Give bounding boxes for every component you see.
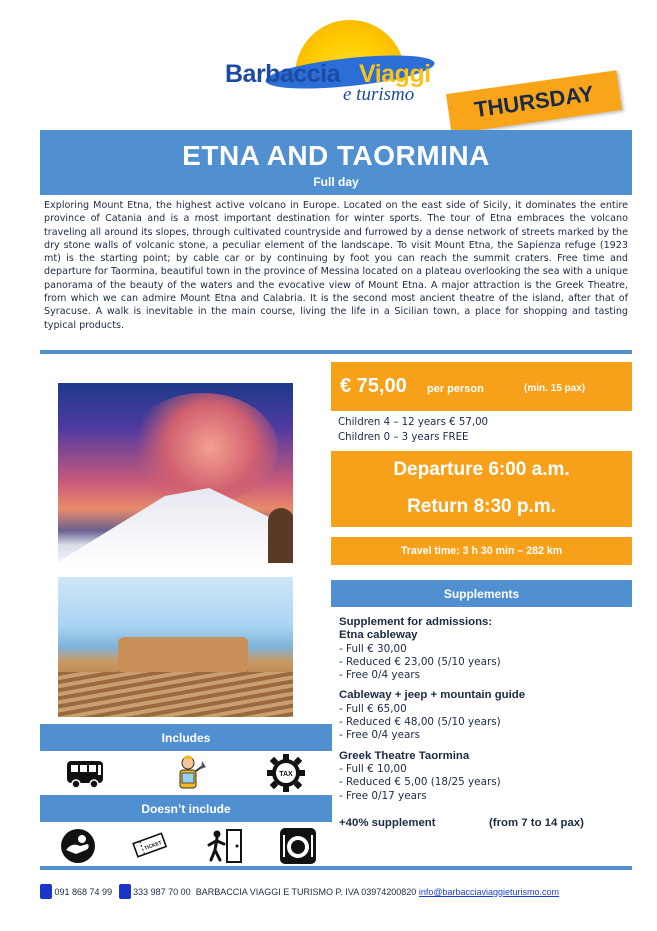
tip-icon [58,826,98,866]
exit-icon [205,826,245,866]
supplement-item: - Full € 65,00 [339,702,407,715]
greek-theatre-photo [58,577,293,717]
svg-text:TICKET: TICKET [143,840,163,852]
supplement-item: - Reduced € 48,00 (5/10 years) [339,716,501,729]
extra-supplement: +40% supplement [339,817,436,829]
footer-phone: 091 868 74 99 [54,887,113,897]
children-price: Children 4 – 12 years € 57,00 [338,417,489,428]
supplement-item: - Free 0/4 years [339,669,421,682]
supplement-item: - Reduced € 5,00 (18/25 years) [339,776,501,789]
supplement-group-title: Greek Theatre Taormina [339,749,470,762]
supplement-item: - Free 0/4 years [339,729,421,742]
logo-brand-part2: Viaggi [359,60,431,88]
includes-header: Includes [40,724,332,751]
company-logo [225,18,440,110]
price-amount: € 75,00 [340,375,407,397]
page-subtitle: Full day [313,175,359,189]
etna-photo [58,383,293,563]
travel-time: Travel time: 3 h 30 min – 282 km [331,537,632,565]
supplements-intro: Supplement for admissions: [339,616,493,628]
tour-description: Exploring Mount Etna, the highest active volcano in Europe. Located on the east side of Sicily, it dominates the entire province of Catania and is a most important destination for winter sports. The tour of Etna embraces the volcano traveling all around its slopes, through cultivated countryside and furrowed by a dense network of streets marked by the dry stone walls of volcanic stone, a peculiar element of the landscape. To visit Mount Etna, the Sapienza refuge (1923 mt) is the starting point; by cable car or by continuing by foot you can reach the summit craters. Free time and departure for Taormina, beautiful town in the province of Messina located on a plateau overlooking the sea with a unique panorama of the beauty of the waters and the evocative view of Mount Etna. A major attraction is the Greek Theatre, from which we can admire Mount Etna and Calabria. It is the second most ancient theatre of the island, after that of Syracuse. A walk is inevitable in the main course, living the life in a Sicilian town, a place for shopping and tasting typical products. [44,200,628,331]
departure-time: Departure 6:00 a.m. [393,459,570,480]
supplement-item: - Full € 30,00 [339,642,407,655]
supplements-list [339,616,525,803]
logo-subtitle: e turismo [343,84,415,105]
divider-bottom [40,866,632,870]
supplement-group-title: Cableway + jeep + mountain guide [339,689,526,702]
title-band [40,130,632,195]
includes-icons [40,753,332,797]
divider-top [40,350,632,354]
mobile-icon [119,884,131,899]
guide-icon [168,753,208,793]
price-per-person: per person [427,383,484,395]
supplement-item: - Full € 10,00 [339,762,407,775]
phone-icon [40,884,52,899]
price-box [331,362,632,411]
logo-brand-part1: Barbaccia [225,60,341,88]
supplement-item: - Reduced € 23,00 (5/10 years) [339,655,501,668]
schedule-box [331,451,632,527]
footer-email[interactable]: info@barbacciaviaggieturismo.com [418,887,560,897]
footer [40,884,640,902]
page-title: ETNA AND TAORMINA [182,140,490,171]
supplements-header: Supplements [331,580,632,607]
supplement-group-title: Etna cableway [339,629,418,642]
extra-supplement-range: (from 7 to 14 pax) [489,817,584,829]
bus-icon [65,753,105,793]
excludes-icons [40,826,332,870]
footer-mobile: 333 987 70 00 [133,887,191,897]
supplement-item: - Free 0/17 years [339,789,427,802]
excludes-header: Doesn’t include [40,795,332,822]
day-tag: THURSDAY [446,70,622,134]
price-min-pax: (min. 15 pax) [524,383,586,394]
ticket-icon [130,826,170,866]
footer-company: BARBACCIA VIAGGI E TURISMO P. IVA 03974200820 [195,887,417,897]
tax-icon [266,753,306,793]
children-free: Children 0 – 3 years FREE [338,432,469,443]
svg-text:TAX: TAX [279,771,293,778]
meal-icon [278,826,318,866]
return-time: Return 8:30 p.m. [407,496,556,517]
